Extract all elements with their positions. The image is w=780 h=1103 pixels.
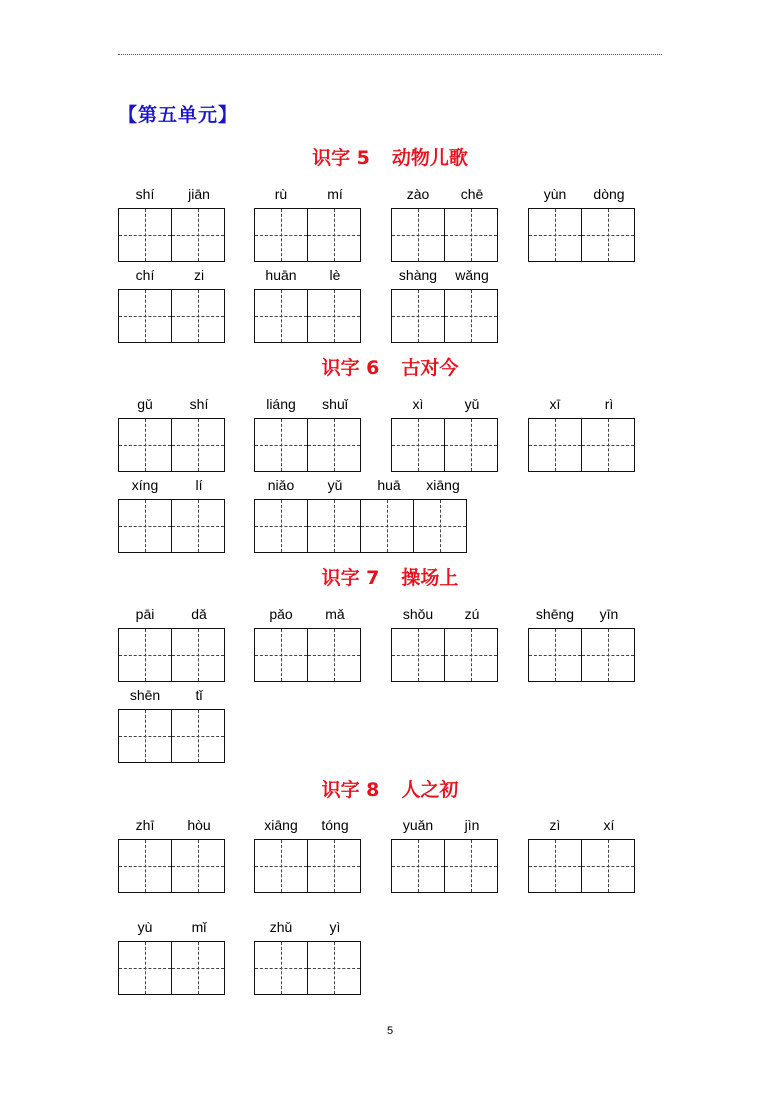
tian-zi-ge-cell[interactable] — [172, 709, 225, 763]
word-box — [118, 815, 226, 895]
tian-zi-ge-cell[interactable] — [391, 289, 445, 343]
tian-zi-ge-cell[interactable] — [361, 499, 414, 553]
pinyin-label: xíng — [131, 477, 159, 493]
tian-zi-ge-cell[interactable] — [308, 418, 361, 472]
tian-zi-ge-cell[interactable] — [254, 839, 308, 893]
pinyin-label: yùn — [543, 186, 567, 202]
tian-zi-ge-cell[interactable] — [308, 208, 361, 262]
section-label: 识字 8 — [321, 779, 380, 801]
section-name: 人之初 — [401, 779, 459, 801]
pinyin-label: shí — [135, 186, 155, 202]
pinyin-label: shàng — [398, 267, 438, 283]
tian-zi-ge-cell[interactable] — [254, 208, 308, 262]
writing-grid — [118, 208, 225, 262]
writing-grid — [254, 499, 467, 553]
word-box — [528, 184, 636, 264]
pinyin-label: zú — [464, 606, 480, 622]
writing-grid — [391, 839, 498, 893]
writing-grid — [118, 499, 225, 553]
tian-zi-ge-cell[interactable] — [118, 628, 172, 682]
pinyin-label: niǎo — [267, 477, 295, 493]
pinyin-label: xì — [412, 396, 424, 412]
tian-zi-ge-cell[interactable] — [172, 839, 225, 893]
writing-grid — [254, 628, 361, 682]
word-box — [254, 815, 362, 895]
page-number: 5 — [386, 1025, 394, 1037]
section-title — [0, 775, 780, 802]
writing-grid — [118, 709, 225, 763]
writing-grid — [118, 418, 225, 472]
pinyin-label: dǎ — [191, 606, 207, 622]
tian-zi-ge-cell[interactable] — [445, 418, 498, 472]
tian-zi-ge-cell[interactable] — [172, 941, 225, 995]
pinyin-label: lí — [195, 477, 203, 493]
word-box — [118, 394, 226, 474]
pinyin-label: yīn — [599, 606, 619, 622]
pinyin-label: shēng — [535, 606, 575, 622]
word-box — [391, 815, 499, 895]
pinyin-label: yǔ — [464, 396, 480, 412]
pinyin-label: mí — [327, 186, 343, 202]
tian-zi-ge-cell[interactable] — [172, 418, 225, 472]
writing-grid — [118, 628, 225, 682]
section-title — [0, 353, 780, 380]
word-box — [391, 394, 499, 474]
word-box — [254, 394, 362, 474]
writing-grid — [254, 941, 361, 995]
word-box — [118, 184, 226, 264]
pinyin-label: tǐ — [195, 687, 203, 703]
writing-grid — [391, 208, 498, 262]
pinyin-label: yì — [329, 919, 341, 935]
pinyin-label: yǔ — [327, 477, 343, 493]
word-box — [254, 917, 362, 997]
word-box — [118, 475, 226, 555]
word-box — [118, 604, 226, 684]
section-name: 古对今 — [401, 357, 459, 379]
tian-zi-ge-cell[interactable] — [414, 499, 467, 553]
tian-zi-ge-cell[interactable] — [118, 941, 172, 995]
pinyin-label: mǎ — [325, 606, 345, 622]
pinyin-label: chē — [460, 186, 484, 202]
tian-zi-ge-cell[interactable] — [254, 289, 308, 343]
pinyin-label: pāi — [135, 606, 155, 622]
tian-zi-ge-cell[interactable] — [172, 628, 225, 682]
tian-zi-ge-cell[interactable] — [118, 208, 172, 262]
tian-zi-ge-cell[interactable] — [391, 418, 445, 472]
tian-zi-ge-cell[interactable] — [445, 839, 498, 893]
section-title — [0, 563, 780, 590]
section-name: 动物儿歌 — [391, 147, 468, 169]
tian-zi-ge-cell[interactable] — [118, 418, 172, 472]
tian-zi-ge-cell[interactable] — [254, 941, 308, 995]
pinyin-label: jiān — [188, 186, 210, 202]
pinyin-label: zi — [193, 267, 205, 283]
pinyin-label: pǎo — [269, 606, 293, 622]
pinyin-label: rù — [274, 186, 288, 202]
writing-grid — [391, 418, 498, 472]
tian-zi-ge-cell[interactable] — [582, 418, 635, 472]
section-label: 识字 7 — [321, 567, 380, 589]
tian-zi-ge-cell[interactable] — [445, 289, 498, 343]
pinyin-label: xī — [549, 396, 561, 412]
tian-zi-ge-cell[interactable] — [118, 289, 172, 343]
section-name: 操场上 — [401, 567, 459, 589]
tian-zi-ge-cell[interactable] — [528, 418, 582, 472]
tian-zi-ge-cell[interactable] — [308, 628, 361, 682]
pinyin-label: zào — [406, 186, 430, 202]
writing-grid — [254, 289, 361, 343]
pinyin-label: jìn — [464, 817, 480, 833]
pinyin-label: xiāng — [426, 477, 460, 493]
word-box — [391, 265, 499, 345]
writing-grid — [118, 941, 225, 995]
word-box — [118, 917, 226, 997]
word-box — [118, 265, 226, 345]
tian-zi-ge-cell[interactable] — [308, 499, 361, 553]
word-box — [528, 604, 636, 684]
pinyin-label: zhī — [135, 817, 155, 833]
tian-zi-ge-cell[interactable] — [172, 208, 225, 262]
word-box — [254, 184, 362, 264]
tian-zi-ge-cell[interactable] — [528, 628, 582, 682]
word-box — [391, 184, 499, 264]
tian-zi-ge-cell[interactable] — [582, 839, 635, 893]
unit-title: 【第五单元】 — [118, 104, 239, 126]
pinyin-label: hòu — [187, 817, 211, 833]
tian-zi-ge-cell[interactable] — [391, 839, 445, 893]
tian-zi-ge-cell[interactable] — [445, 208, 498, 262]
pinyin-label: shí — [189, 396, 209, 412]
writing-grid — [528, 208, 635, 262]
writing-grid — [391, 289, 498, 343]
pinyin-label: shēn — [129, 687, 161, 703]
pinyin-label: yù — [137, 919, 153, 935]
tian-zi-ge-cell[interactable] — [254, 499, 308, 553]
top-dotted-rule — [118, 54, 662, 55]
tian-zi-ge-cell[interactable] — [582, 208, 635, 262]
tian-zi-ge-cell[interactable] — [254, 628, 308, 682]
pinyin-label: rì — [604, 396, 614, 412]
tian-zi-ge-cell[interactable] — [172, 289, 225, 343]
word-box — [254, 265, 362, 345]
writing-grid — [254, 839, 361, 893]
pinyin-label: shuǐ — [322, 396, 348, 412]
pinyin-label: zì — [549, 817, 561, 833]
writing-grid — [254, 418, 361, 472]
word-box — [528, 815, 636, 895]
section-label: 识字 5 — [312, 147, 370, 169]
pinyin-label: chí — [135, 267, 155, 283]
pinyin-label: shǒu — [402, 606, 434, 622]
pinyin-label: tóng — [321, 817, 349, 833]
tian-zi-ge-cell[interactable] — [118, 839, 172, 893]
tian-zi-ge-cell[interactable] — [118, 499, 172, 553]
tian-zi-ge-cell[interactable] — [308, 839, 361, 893]
tian-zi-ge-cell[interactable] — [391, 628, 445, 682]
pinyin-label: xiāng — [264, 817, 298, 833]
tian-zi-ge-cell[interactable] — [308, 289, 361, 343]
word-box — [254, 475, 470, 555]
word-box — [391, 604, 499, 684]
writing-grid — [528, 628, 635, 682]
pinyin-label: zhǔ — [269, 919, 293, 935]
pinyin-label: wǎng — [455, 267, 489, 283]
pinyin-label: huā — [377, 477, 401, 493]
tian-zi-ge-cell[interactable] — [391, 208, 445, 262]
section-title — [0, 143, 780, 170]
tian-zi-ge-cell[interactable] — [118, 709, 172, 763]
word-box — [254, 604, 362, 684]
tian-zi-ge-cell[interactable] — [528, 208, 582, 262]
writing-grid — [528, 839, 635, 893]
pinyin-label: xí — [603, 817, 615, 833]
tian-zi-ge-cell[interactable] — [582, 628, 635, 682]
pinyin-label: liáng — [266, 396, 296, 412]
section-label: 识字 6 — [321, 357, 380, 379]
tian-zi-ge-cell[interactable] — [528, 839, 582, 893]
pinyin-label: gǔ — [137, 396, 153, 412]
pinyin-label: mǐ — [191, 919, 207, 935]
writing-grid — [118, 289, 225, 343]
writing-grid — [254, 208, 361, 262]
word-box — [528, 394, 636, 474]
writing-grid — [528, 418, 635, 472]
writing-grid — [118, 839, 225, 893]
pinyin-label: yuǎn — [402, 817, 434, 833]
tian-zi-ge-cell[interactable] — [172, 499, 225, 553]
pinyin-label: dòng — [593, 186, 625, 202]
tian-zi-ge-cell[interactable] — [254, 418, 308, 472]
pinyin-label: lè — [329, 267, 341, 283]
tian-zi-ge-cell[interactable] — [308, 941, 361, 995]
pinyin-label: huān — [265, 267, 297, 283]
tian-zi-ge-cell[interactable] — [445, 628, 498, 682]
writing-grid — [391, 628, 498, 682]
word-box — [118, 685, 226, 765]
